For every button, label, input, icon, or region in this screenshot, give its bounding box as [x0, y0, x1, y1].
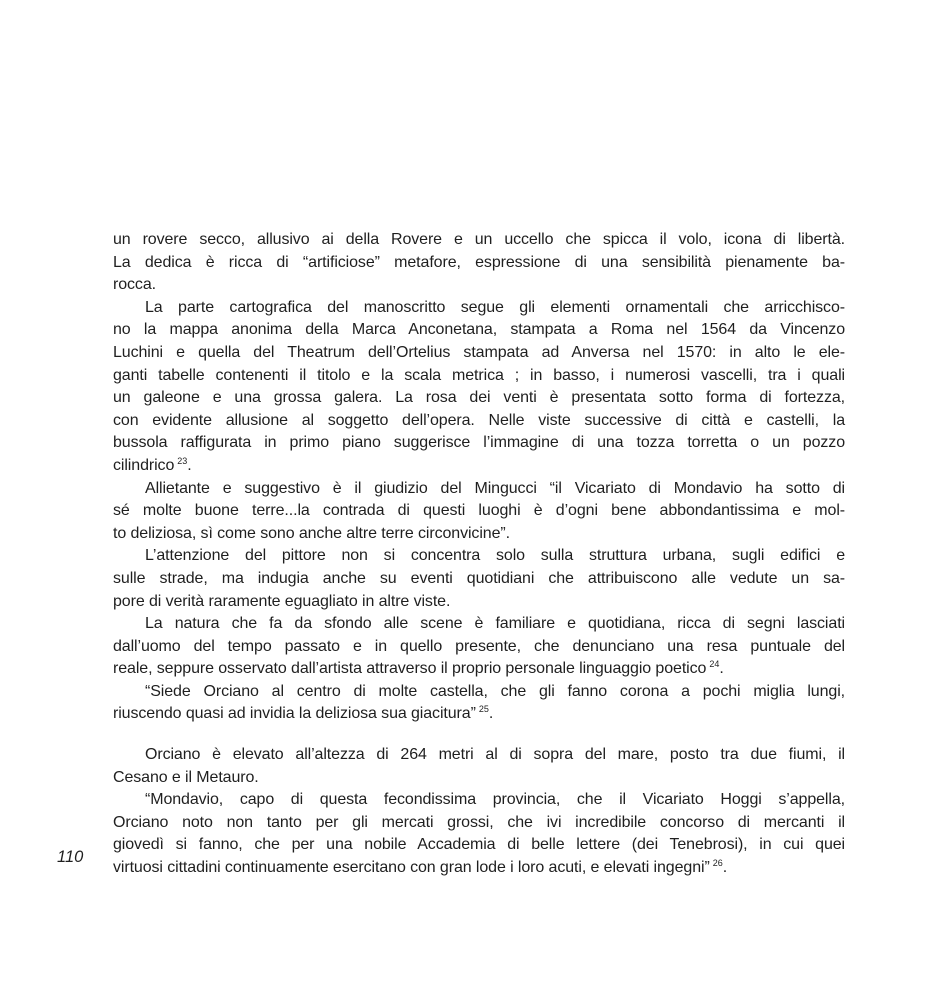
- text-line: Cesano e il Metauro.: [113, 768, 259, 786]
- text-line: Orciano noto non tanto per gli mercati grossi, che ivi incredibile concorso di mercanti il: [113, 813, 845, 831]
- text-line: un galeone e una grossa galera. La rosa dei venti è presentata sotto forma di fortezza,: [113, 389, 845, 407]
- text-line: “Mondavio, capo di questa fecondissima provincia, che il Vicariato Hoggi s’appella,: [145, 791, 845, 809]
- text-line: bussola raffigurata in primo piano suggerisce l’immagine di una tozza torretta o un pozzo: [113, 434, 845, 452]
- text-line: cilindrico $^{23}$.: [113, 455, 192, 474]
- text-line: rocca.: [113, 276, 156, 294]
- text-line: ganti tabelle contenenti il titolo e la scala metrica ; in basso, i numerosi vascelli, tra i quali: [113, 366, 845, 384]
- footnote-ref: 25: [478, 704, 489, 715]
- page-number: 110: [57, 848, 84, 866]
- text-block: [113, 229, 845, 880]
- text-line: giovedì si fanno, che per una nobile Accademia di belle lettere (dei Tenebrosi), in cui quei: [113, 836, 845, 854]
- paragraph: [113, 478, 845, 546]
- text-line: Allietante e suggestivo è il giudizio del Mingucci “il Vicariato di Mondavio ha sotto di: [145, 479, 845, 497]
- text-line: con evidente allusione al soggetto dell’opera. Nelle viste successive di città e castelli, la: [113, 411, 845, 429]
- footnote-ref: 24: [709, 658, 720, 669]
- text-line: La dedica è ricca di “artificiose” metafore, espressione di una sensibilità pienamente ba-: [113, 253, 845, 271]
- text-line: Orciano è elevato all’altezza di 264 metri al di sopra del mare, posto tra due fiumi, il: [145, 746, 845, 764]
- text-line: sulle strade, ma indugia anche su eventi quotidiani che attribuiscono alle vedute un sa-: [113, 569, 845, 587]
- paragraph: [113, 744, 845, 789]
- footnote-ref: 23: [177, 455, 188, 466]
- text-line: un rovere secco, allusivo ai della Rovere e un uccello che spicca il volo, icona di libertà.: [113, 231, 845, 248]
- text-line: sé molte buone terre...la contrada di questi luoghi è d’ogni bene abbondantissima e mol-: [113, 502, 845, 520]
- footnote-ref: 26: [712, 857, 723, 868]
- text-line: Luchini e quella del Theatrum dell’Ortelius stampata ad Anversa nel 1570: in alto le ele-: [113, 343, 845, 361]
- text-line: La natura che fa da sfondo alle scene è familiare e quotidiana, ricca di segni lasciati: [145, 615, 845, 633]
- text-line: La parte cartografica del manoscritto segue gli elementi ornamentali che arricchisco-: [145, 298, 845, 316]
- paragraph: [113, 297, 845, 478]
- text-line: virtuosi cittadini continuamente esercitano con gran lode i loro acuti, e elevati ingegni” $^{26}$.: [113, 857, 728, 877]
- paragraph: [113, 229, 845, 297]
- text-line: “Siede Orciano al centro di molte castella, che gli fanno corona a pochi miglia lungi,: [145, 682, 845, 700]
- text-line: reale, seppure osservato dall’artista attraverso il proprio personale linguaggio poetico $^{24}$.: [113, 658, 724, 678]
- paragraph: [113, 545, 845, 613]
- text-line: no la mappa anonima della Marca Anconetana, stampata a Roma nel 1564 da Vincenzo: [113, 321, 845, 339]
- text-line: dall’uomo del tempo passato e in quello presente, che denunciano una resa puntuale del: [113, 637, 845, 655]
- paragraph: [113, 613, 845, 681]
- text-line: riuscendo quasi ad invidia la deliziosa sua giacitura” $^{25}$.: [113, 704, 494, 723]
- text-line: L’attenzione del pittore non si concentra solo sulla struttura urbana, sugli edifici e: [145, 547, 845, 565]
- text-line: to deliziosa, sì come sono anche altre terre circonvicine”.: [113, 524, 510, 542]
- text-line: pore di verità raramente eguagliato in altre viste.: [113, 592, 451, 610]
- paragraph: [113, 789, 845, 879]
- paragraph: [113, 681, 845, 726]
- paragraph-spacer: [113, 726, 845, 744]
